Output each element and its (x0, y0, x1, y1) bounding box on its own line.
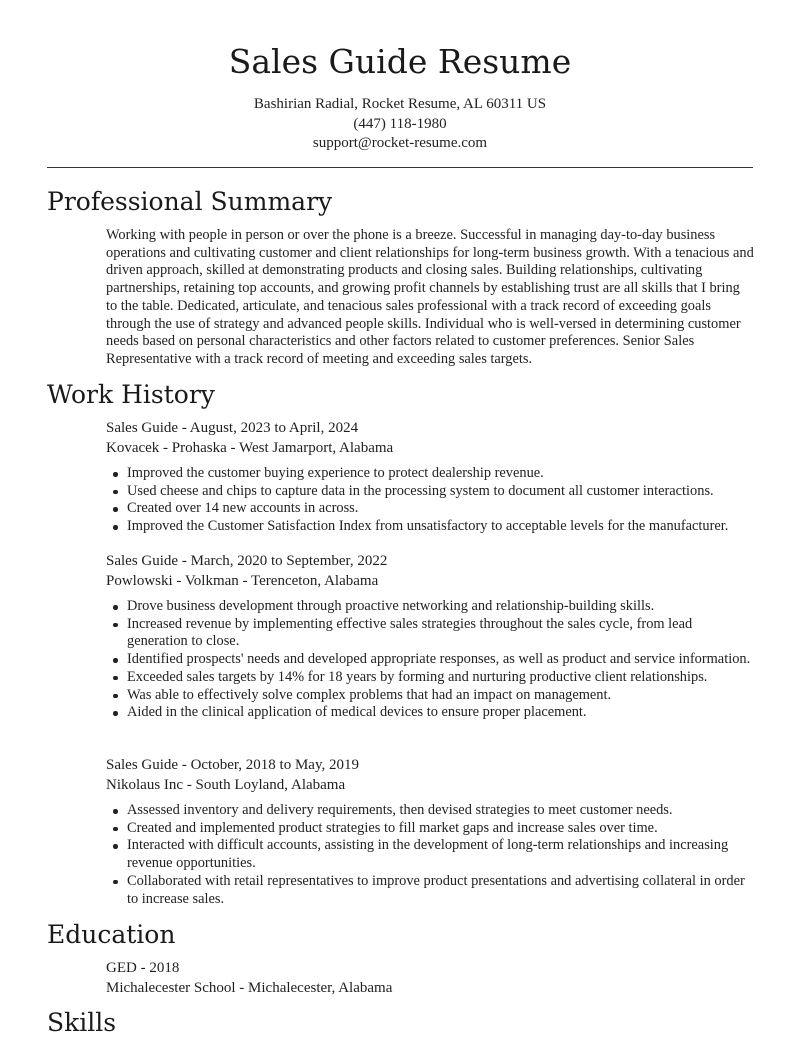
job-bullet-list (106, 465, 756, 536)
job-bullet: Was able to effectively solve complex problems that had an impact on management. (127, 687, 756, 705)
contact-address: Bashirian Radial, Rocket Resume, AL 60311 US (253, 96, 547, 112)
job-bullet: Used cheese and chips to capture data in the processing system to document all customer interactions. (127, 483, 756, 501)
job-bullet: Aided in the clinical application of medical devices to ensure proper placement. (127, 704, 756, 722)
contact-phone: (447) 118-1980 (353, 115, 447, 132)
job-company-line: Kovacek - Prohaska - West Jamarport, Alabama (106, 439, 394, 456)
job-bullet-list (106, 598, 756, 722)
job-bullet: Identified prospects' needs and developed appropriate responses, as well as product and service information. (127, 651, 756, 669)
job-bullet: Improved the Customer Satisfaction Index from unsatisfactory to acceptable levels for the manufacturer. (127, 518, 756, 536)
job-entry (106, 756, 756, 908)
job-company-line: Nikolaus Inc - South Loyland, Alabama (106, 776, 346, 793)
summary-text: Working with people in person or over the phone is a breeze. Successful in managing day-to-day business operations and cultivating customer and client relationships for long-term business growth. With a tenacious and driven approach, skilled at demonstrating products and closing sales. Building relationships, cultivating partnerships, retaining top accounts, and growing profit channels by establishing trust are all skills that I bring to the table. Dedicated, articulate, and tenacious sales professional with a track record of exceeding goals through the use of strategy and advanced people skills. Individual who is well-versed in determining customer needs based on personal characteristics and other factors related to customer preferences. Senior Sales Representative with a track record of meeting and exceeding sales targets. (106, 227, 754, 367)
job-role-line: Sales Guide - March, 2020 to September, 2022 (106, 553, 388, 569)
education-degree-line: GED - 2018 (106, 960, 180, 976)
header-divider (47, 167, 753, 168)
job-bullet-list (106, 802, 756, 908)
job-bullet: Created over 14 new accounts in across. (127, 500, 756, 518)
summary-heading: Professional Summary (47, 187, 333, 216)
job-company-line: Powlowski - Volkman - Terenceton, Alabama (106, 572, 379, 589)
education-heading: Education (47, 920, 176, 949)
job-role-line: Sales Guide - October, 2018 to May, 2019 (106, 757, 359, 773)
job-bullet: Exceeded sales targets by 14% for 18 years by forming and nurturing productive client relationships. (127, 669, 756, 687)
job-bullet: Drove business development through proactive networking and relationship-building skills. (127, 598, 756, 616)
contact-email: support@rocket-resume.com (312, 135, 488, 151)
job-entry (106, 419, 756, 536)
skills-heading: Skills (47, 1008, 117, 1037)
resume-header (0, 0, 800, 154)
job-bullet: Increased revenue by implementing effective sales strategies throughout the sales cycle, from lead generation to close. (127, 616, 756, 651)
job-bullet: Improved the customer buying experience to protect dealership revenue. (127, 465, 756, 483)
education-school-line: Michalecester School - Michalecester, Alabama (106, 979, 393, 996)
education-entry (106, 959, 392, 998)
work-history-heading: Work History (47, 380, 215, 409)
resume-title: Sales Guide Resume (228, 42, 572, 81)
job-role-line: Sales Guide - August, 2023 to April, 2024 (106, 420, 359, 436)
job-bullet: Created and implemented product strategies to fill market gaps and increase sales over time. (127, 820, 756, 838)
contact-block (0, 95, 800, 154)
job-entry (106, 552, 756, 722)
job-bullet: Interacted with difficult accounts, assisting in the development of long-term relationships and increasing revenue opportunities. (127, 837, 756, 872)
job-bullet: Assessed inventory and delivery requirements, then devised strategies to meet customer needs. (127, 802, 756, 820)
job-bullet: Collaborated with retail representatives to improve product presentations and advertising collateral in order to increase sales. (127, 873, 756, 908)
